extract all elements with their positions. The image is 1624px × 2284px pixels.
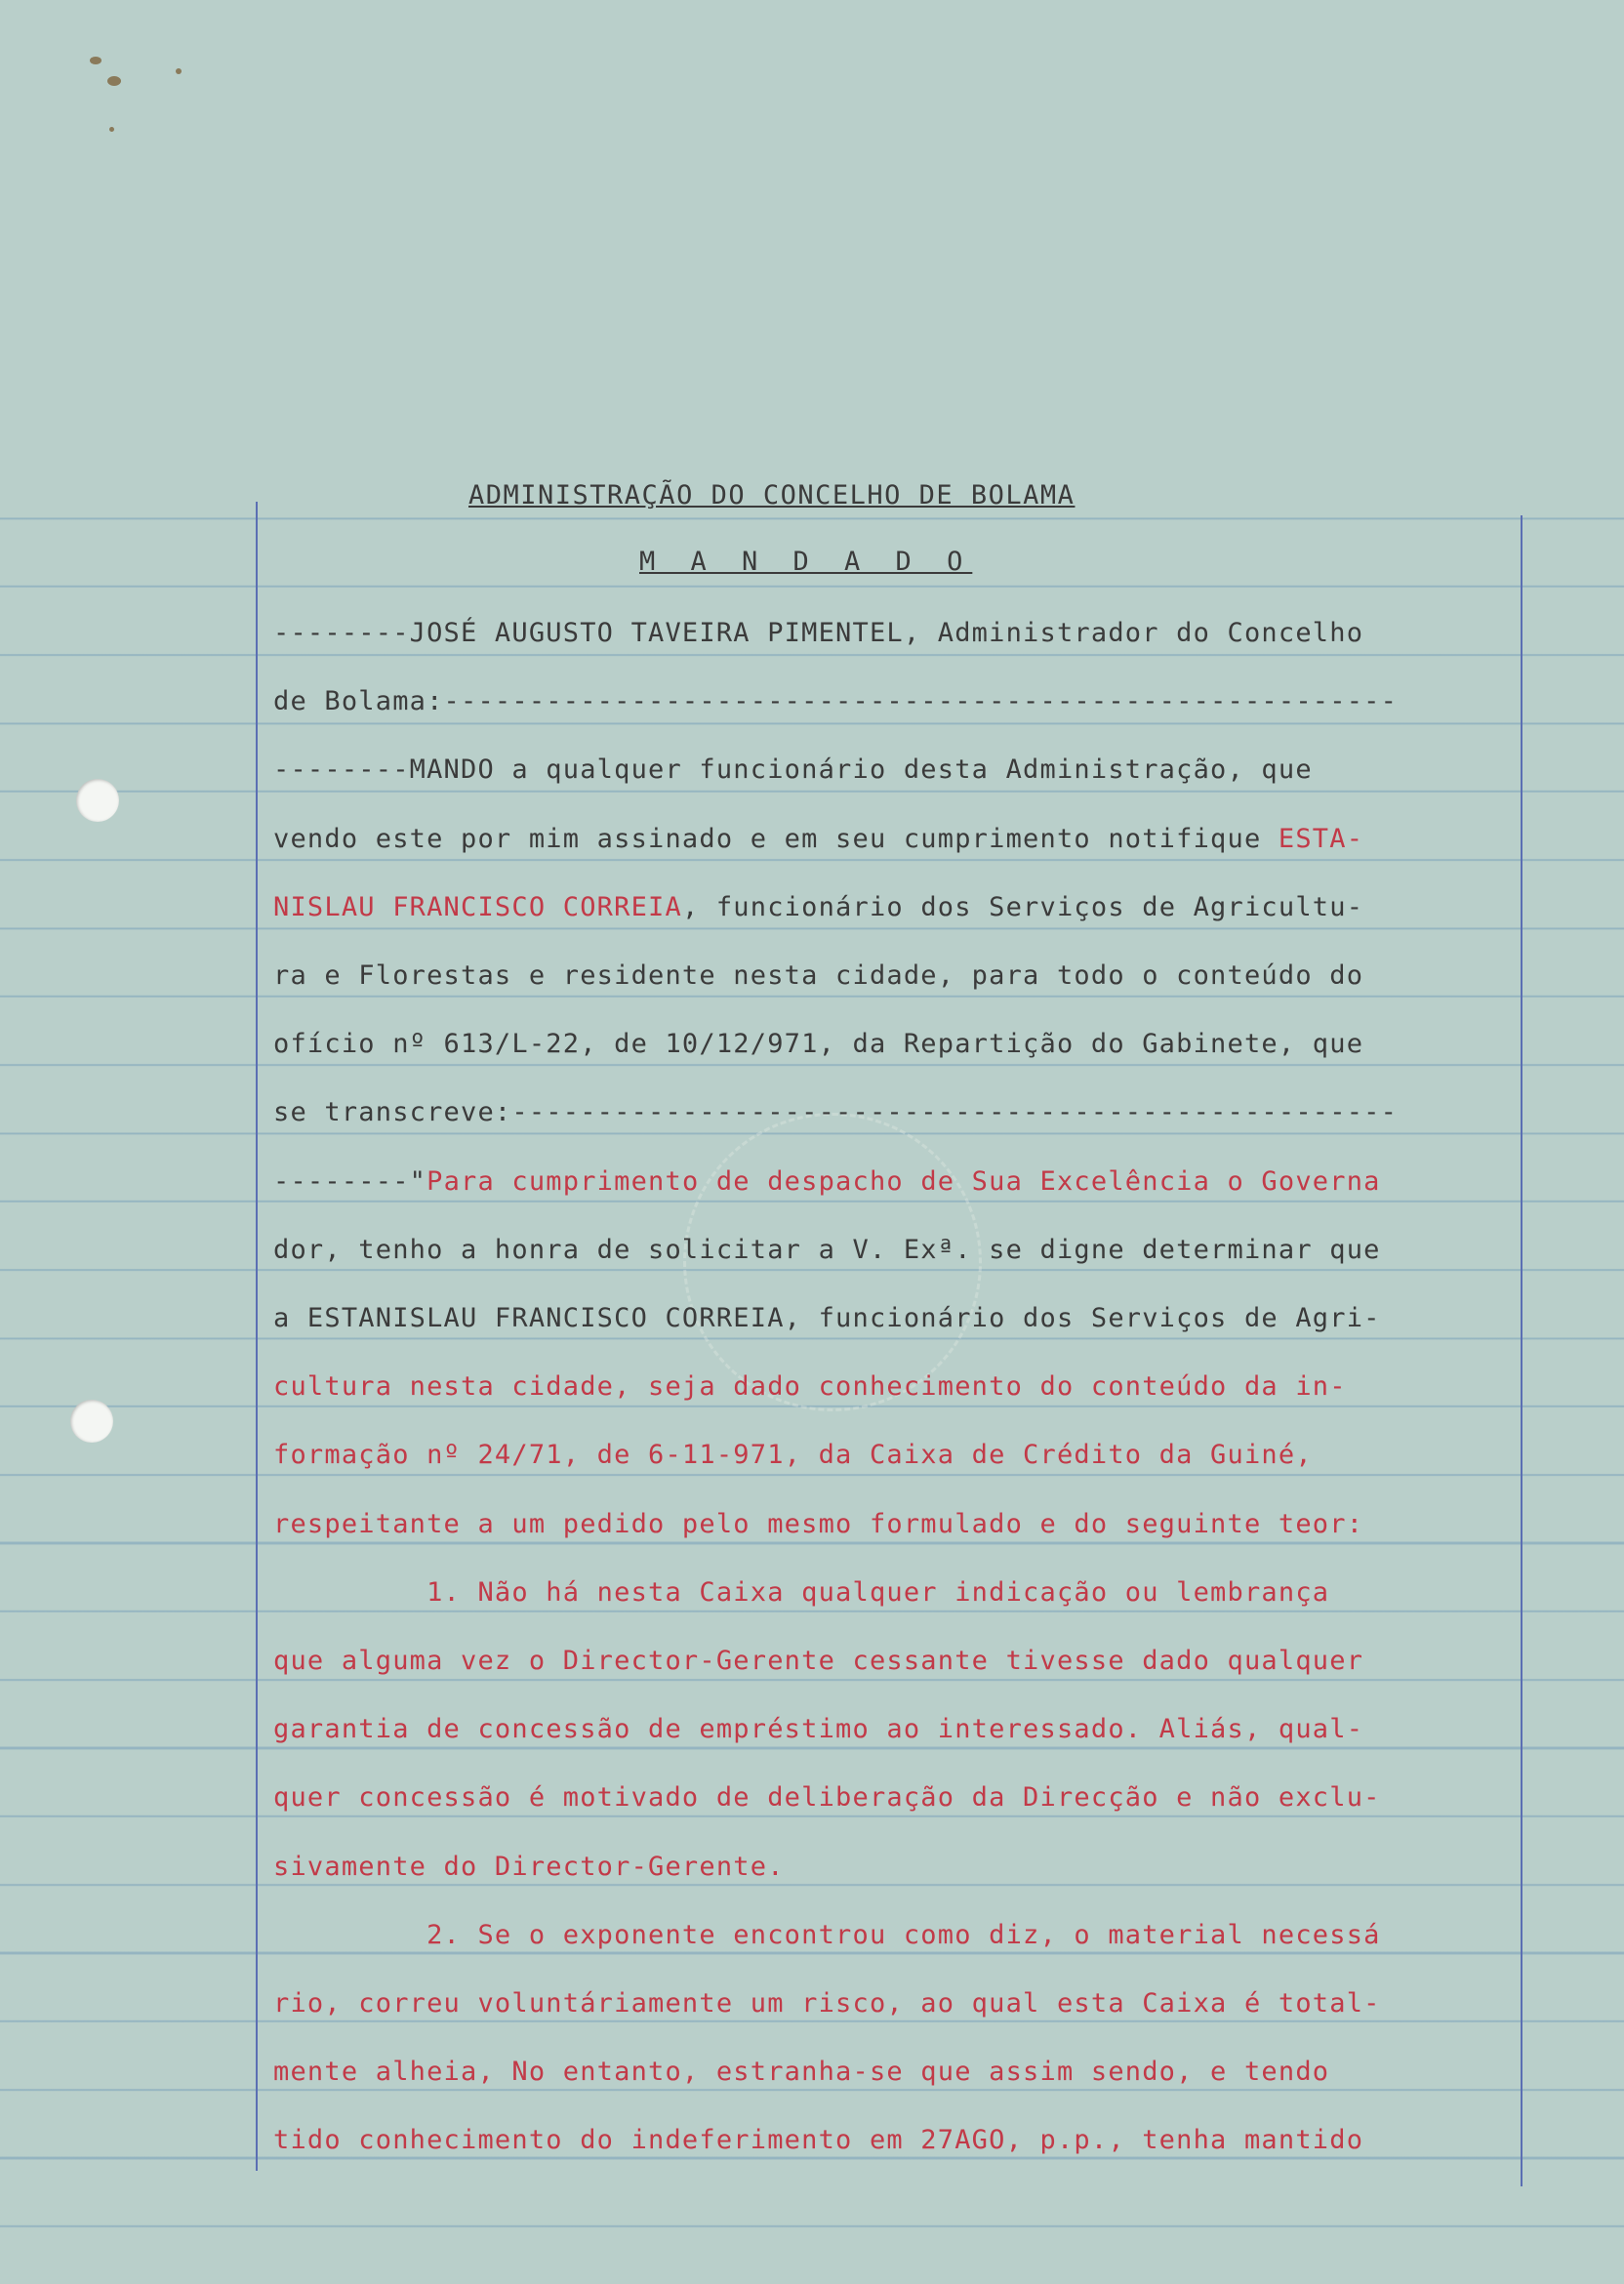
punch-hole-bottom bbox=[70, 1400, 113, 1443]
text-line-black-segment: , funcionário dos Serviços de Agricultu- bbox=[681, 891, 1364, 922]
text-line-main: a ESTANISLAU FRANCISCO CORREIA, funcionário dos Serviços de Agri- bbox=[273, 1303, 1381, 1333]
text-line bbox=[273, 1028, 1522, 1061]
stain bbox=[107, 76, 121, 86]
text-line-main: que alguma vez o Director-Gerente cessante tivesse dado qualquer bbox=[273, 1646, 1364, 1676]
text-line-main: vendo este por mim assinado e em seu cumprimento notifique bbox=[273, 823, 1279, 854]
stain bbox=[109, 127, 114, 132]
text-line bbox=[273, 1096, 1522, 1129]
text-line bbox=[273, 1645, 1522, 1678]
text-line-main: de Bolama:-------------------------------------------------------- bbox=[273, 686, 1399, 717]
text-line bbox=[273, 754, 1522, 787]
text-line bbox=[273, 617, 1522, 650]
text-line-main: se transcreve:---------------------------------------------------- bbox=[273, 1097, 1399, 1128]
text-line-main: rio, correu voluntáriamente um risco, ao qual esta Caixa é total- bbox=[273, 1988, 1381, 2019]
stain bbox=[176, 68, 182, 74]
text-line bbox=[273, 1781, 1522, 1815]
text-line bbox=[273, 959, 1522, 993]
text-line bbox=[273, 2124, 1522, 2157]
text-line-main: dor, tenho a honra de solicitar a V. Exª. se digne determinar que bbox=[273, 1234, 1381, 1265]
text-line bbox=[273, 1302, 1522, 1335]
text-line-main: mente alheia, No entanto, estranha-se que assim sendo, e tendo bbox=[273, 2057, 1330, 2088]
text-line-main: --------MANDO a qualquer funcionário desta Administração, que bbox=[273, 755, 1313, 786]
text-line bbox=[273, 1370, 1522, 1404]
text-line bbox=[273, 1576, 1522, 1610]
text-line bbox=[273, 1439, 1522, 1472]
text-line bbox=[273, 1851, 1522, 1884]
text-line bbox=[273, 1165, 1522, 1199]
text-line bbox=[273, 2056, 1522, 2089]
left-margin-line bbox=[256, 502, 258, 2171]
text-line-main: --------JOSÉ AUGUSTO TAVEIRA PIMENTEL, Administrador do Concelho bbox=[273, 618, 1364, 648]
text-line-main: sivamente do Director-Gerente. bbox=[273, 1851, 785, 1882]
text-line-main: cultura nesta cidade, seja dado conhecimento do conteúdo da in- bbox=[273, 1371, 1347, 1403]
text-line bbox=[273, 823, 1522, 856]
text-line bbox=[273, 685, 1522, 718]
text-line bbox=[273, 1987, 1522, 2020]
blank-top-area bbox=[0, 0, 1624, 488]
document-subheader: M A N D A D O bbox=[639, 547, 973, 577]
document-header: ADMINISTRAÇÃO DO CONCELHO DE BOLAMA bbox=[468, 480, 1076, 510]
text-line-main: tido conhecimento do indeferimento em 27AGO, p.p., tenha mantido bbox=[273, 2125, 1364, 2156]
text-line-main: respeitante a um pedido pelo mesmo formulado e do seguinte teor: bbox=[273, 1508, 1364, 1539]
text-line-red-segment: Para cumprimento de despacho de Sua Excelência o Governa bbox=[426, 1165, 1381, 1197]
text-line-red-segment: ESTA- bbox=[1278, 823, 1364, 854]
text-line-main: ofício nº 613/L-22, de 10/12/971, da Repartição do Gabinete, que bbox=[273, 1029, 1364, 1060]
text-line bbox=[273, 1508, 1522, 1541]
text-line-main: 1. Não há nesta Caixa qualquer indicação ou lembrança bbox=[273, 1576, 1330, 1608]
text-line-main: --------" bbox=[273, 1165, 427, 1197]
text-line bbox=[273, 891, 1522, 924]
text-line-main: NISLAU FRANCISCO CORREIA bbox=[273, 891, 682, 922]
text-line bbox=[273, 1234, 1522, 1267]
punch-hole-top bbox=[76, 779, 119, 822]
text-line-main: garantia de concessão de empréstimo ao interessado. Aliás, qual- bbox=[273, 1714, 1364, 1745]
text-line-main: ra e Florestas e residente nesta cidade, para todo o conteúdo do bbox=[273, 960, 1364, 991]
text-line-main: formação nº 24/71, de 6-11-971, da Caixa de Crédito da Guiné, bbox=[273, 1440, 1313, 1471]
text-line-main: quer concessão é motivado de deliberação da Direcção e não exclu- bbox=[273, 1782, 1381, 1814]
text-line bbox=[273, 1919, 1522, 1952]
text-line-main: 2. Se o exponente encontrou como diz, o material necessá bbox=[273, 1919, 1381, 1950]
stain bbox=[90, 57, 102, 64]
text-line bbox=[273, 1713, 1522, 1746]
